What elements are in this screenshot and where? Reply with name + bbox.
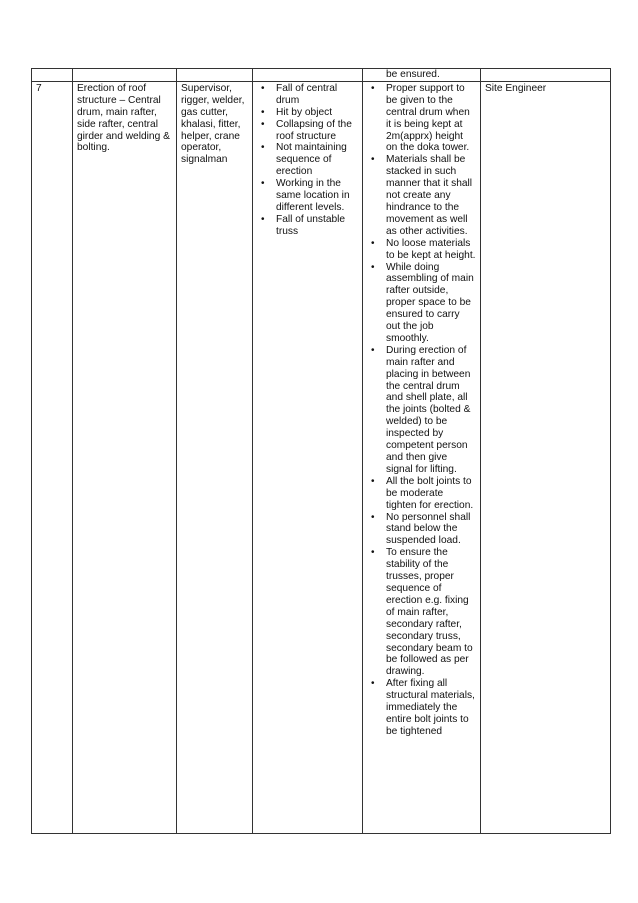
hazard-item: • Not maintaining sequence of erection [257, 142, 358, 178]
hazard-item: • Fall of central drum [257, 83, 358, 107]
control-item: • Materials shall be stacked in such manner that it shall not create any hindrance to the movement as well as other activities. [367, 154, 476, 237]
control-item: • Proper support to be given to the central drum when it is being kept at 2m(apprx) height on the doka tower. [367, 83, 476, 154]
table-row [32, 81, 611, 833]
hazard-item: • Collapsing of the roof structure [257, 119, 358, 143]
control-item: • While doing assembling of main rafter outside, proper space to be ensured to carry out the job smoothly. [367, 262, 476, 345]
hazard-item: • Fall of unstable truss [257, 214, 358, 238]
continuation-row [32, 69, 611, 82]
cell-empty [32, 69, 73, 82]
hazard-list [257, 83, 358, 238]
control-item: • To ensure the stability of the trusses, proper sequence of erection e.g. fixing of main rafter, secondary rafter, secondary truss, secondary beam to be followed as per drawing. [367, 547, 476, 678]
continuation-cell [363, 69, 481, 82]
controls-cell [363, 81, 481, 833]
activity-cell: Erection of roof structure – Central drum, main rafter, side rafter, central girder and welding & bolting. [73, 81, 177, 833]
cell-empty [73, 69, 177, 82]
control-item: • No personnel shall stand below the suspended load. [367, 512, 476, 548]
risk-assessment-table [31, 68, 611, 834]
responsibility-cell: Site Engineer [481, 81, 611, 833]
hazard-item: • Hit by object [257, 107, 358, 119]
control-item: • All the bolt joints to be moderate tighten for erection. [367, 476, 476, 512]
cell-empty [177, 69, 253, 82]
cell-empty [253, 69, 363, 82]
control-item: • After fixing all structural materials, immediately the entire bolt joints to be tightened [367, 678, 476, 738]
hazards-cell [253, 81, 363, 833]
hazard-item: • Working in the same location in different levels. [257, 178, 358, 214]
cell-empty [481, 69, 611, 82]
sl-no-cell: 7 [32, 81, 73, 833]
persons-cell: Supervisor, rigger, welder, gas cutter, khalasi, fitter, helper, crane operator, signalman [177, 81, 253, 833]
control-list [367, 83, 476, 738]
control-item: • During erection of main rafter and placing in between the central drum and shell plate, all the joints (bolted & welded) to be inspected by competent person and then give signal for lifting. [367, 345, 476, 476]
control-item: • No loose materials to be kept at height. [367, 238, 476, 262]
continuation-text: be ensured. [386, 69, 440, 80]
